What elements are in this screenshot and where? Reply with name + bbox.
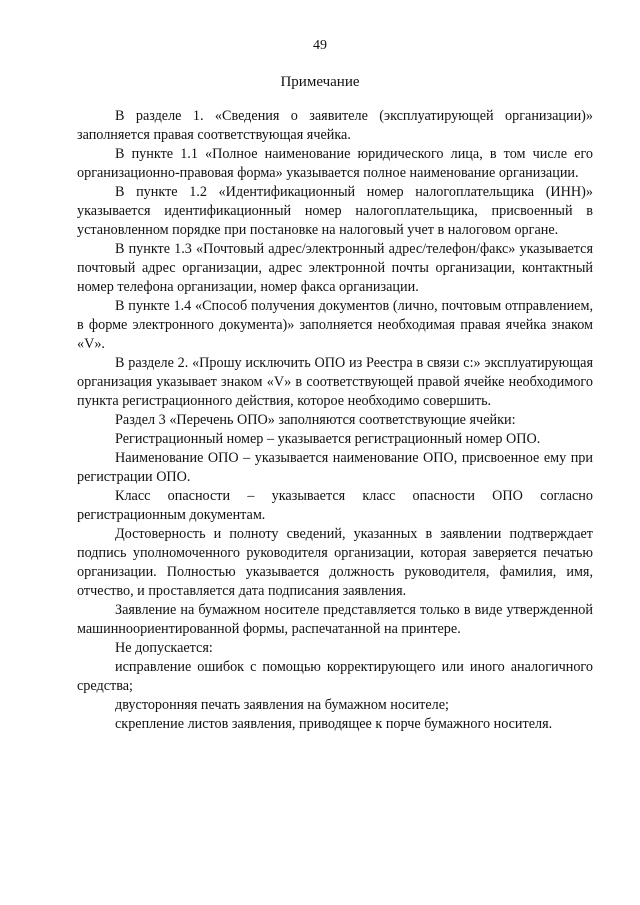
paragraph: скрепление листов заявления, приводящее к порче бумажного носителя.	[115, 716, 553, 732]
page-title: Примечание	[280, 74, 360, 90]
paragraph: В разделе 2. «Прошу исключить ОПО из Реестра в связи с:» эксплуатирующая организация указывает знаком «V» в соответствующей правой ячейке необходимого пункта регистрационного действия, которое необходимо совершить.	[77, 355, 593, 409]
paragraph: В пункте 1.3 «Почтовый адрес/электронный адрес/телефон/факс» указывается почтовый адрес организации, адрес электронной почты организации, контактный номер телефона организации, номер факса организации.	[77, 241, 593, 295]
paragraph: Заявление на бумажном носителе представляется только в виде утвержденной машинноориентированной формы, распечатанной на принтере.	[77, 602, 593, 637]
paragraph: Наименование ОПО – указывается наименование ОПО, присвоенное ему при регистрации ОПО.	[77, 450, 593, 485]
paragraph: исправление ошибок с помощью корректирующего или иного аналогичного средства;	[77, 659, 593, 694]
paragraph: Достоверность и полноту сведений, указанных в заявлении подтверждает подпись уполномоченного руководителя организации, которая заверяется печатью организации. Полностью указывается должность руководителя, фамилия, имя, отчество, и проставляется дата подписания заявления.	[77, 526, 593, 599]
paragraph: Регистрационный номер – указывается регистрационный номер ОПО.	[115, 431, 541, 447]
page-number: 49	[313, 38, 327, 53]
paragraph: двусторонняя печать заявления на бумажном носителе;	[115, 697, 449, 713]
paragraph: Не допускается:	[115, 640, 213, 656]
paragraph: Класс опасности – указывается класс опасности ОПО согласно регистрационным документам.	[77, 488, 593, 523]
paragraph: В пункте 1.4 «Способ получения документов (лично, почтовым отправлением, в форме электронного документа)» заполняется необходимая правая ячейка знаком «V».	[77, 298, 593, 352]
paragraph: В пункте 1.2 «Идентификационный номер налогоплательщика (ИНН)» указывается идентификационный номер налогоплательщика, присвоенный в установленном порядке при постановке на налоговый учет в налоговом органе.	[77, 184, 593, 238]
paragraph: В разделе 1. «Сведения о заявителе (эксплуатирующей организации)» заполняется правая соответствующая ячейка.	[77, 108, 593, 143]
document-body	[77, 107, 593, 734]
paragraph: В пункте 1.1 «Полное наименование юридического лица, в том числе его организационно-правовая форма» указывается полное наименование организации.	[77, 146, 593, 181]
paragraph: Раздел 3 «Перечень ОПО» заполняются соответствующие ячейки:	[115, 412, 516, 428]
